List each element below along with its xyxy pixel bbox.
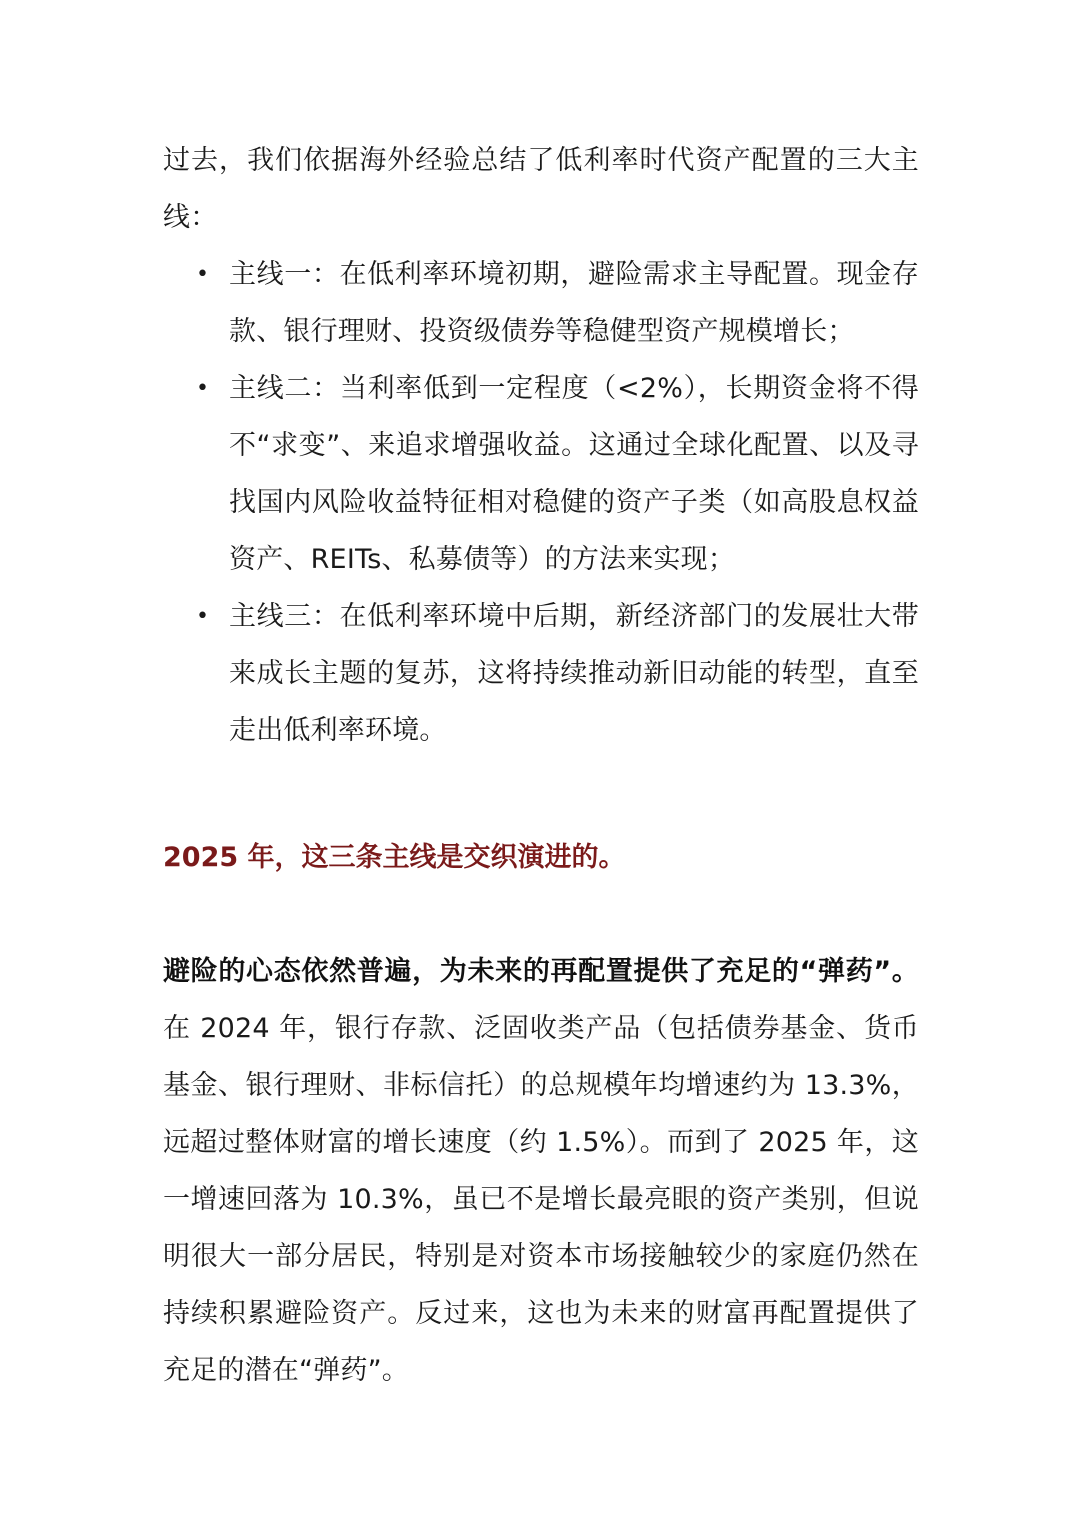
list-item — [163, 360, 919, 588]
list-item-text: 主线三：在低利率环境中后期，新经济部门的发展壮大带来成长主题的复苏，这将持续推动新旧动能的转型，直至走出低利率环境。 — [229, 601, 919, 746]
body-paragraph — [163, 943, 919, 1399]
list-item — [163, 246, 919, 360]
list-item-text: 主线二：当利率低到一定程度（<2%），长期资金将不得不“求变”、来追求增强收益。这通过全球化配置、以及寻找国内风险收益特征相对稳健的资产子类（如高股息权益资产、REITs、私募债等）的方法来实现； — [229, 373, 919, 575]
bullet-icon: • — [196, 376, 210, 401]
paragraph-body: 在 2024 年，银行存款、泛固收类产品（包括债券基金、货币基金、银行理财、非标信托）的总规模年均增速约为 13.3%，远超过整体财富的增长速度（约 1.5%）。而到了 2025 年，这一增速回落为 10.3%，虽已不是增长最亮眼的资产类别，但说明很大一部分居民，特别是对资本市场接触较少的家庭仍然在持续积累避险资产。反过来，这也为未来的财富再配置提供了充足的潜在“弹药”。 — [163, 1013, 919, 1386]
bullet-icon: • — [196, 262, 210, 287]
bullet-icon: • — [196, 604, 210, 629]
paragraph-lead: 避险的心态依然普遍，为未来的再配置提供了充足的“弹药”。 — [163, 956, 919, 987]
main-lines-list — [163, 246, 919, 759]
list-item — [163, 588, 919, 759]
article — [163, 132, 919, 1399]
list-item-text: 主线一：在低利率环境初期，避险需求主导配置。现金存款、银行理财、投资级债券等稳健型资产规模增长； — [229, 259, 919, 347]
intro-paragraph: 过去，我们依据海外经验总结了低利率时代资产配置的三大主线： — [163, 145, 919, 233]
section-heading: 2025 年，这三条主线是交织演进的。 — [163, 842, 626, 873]
